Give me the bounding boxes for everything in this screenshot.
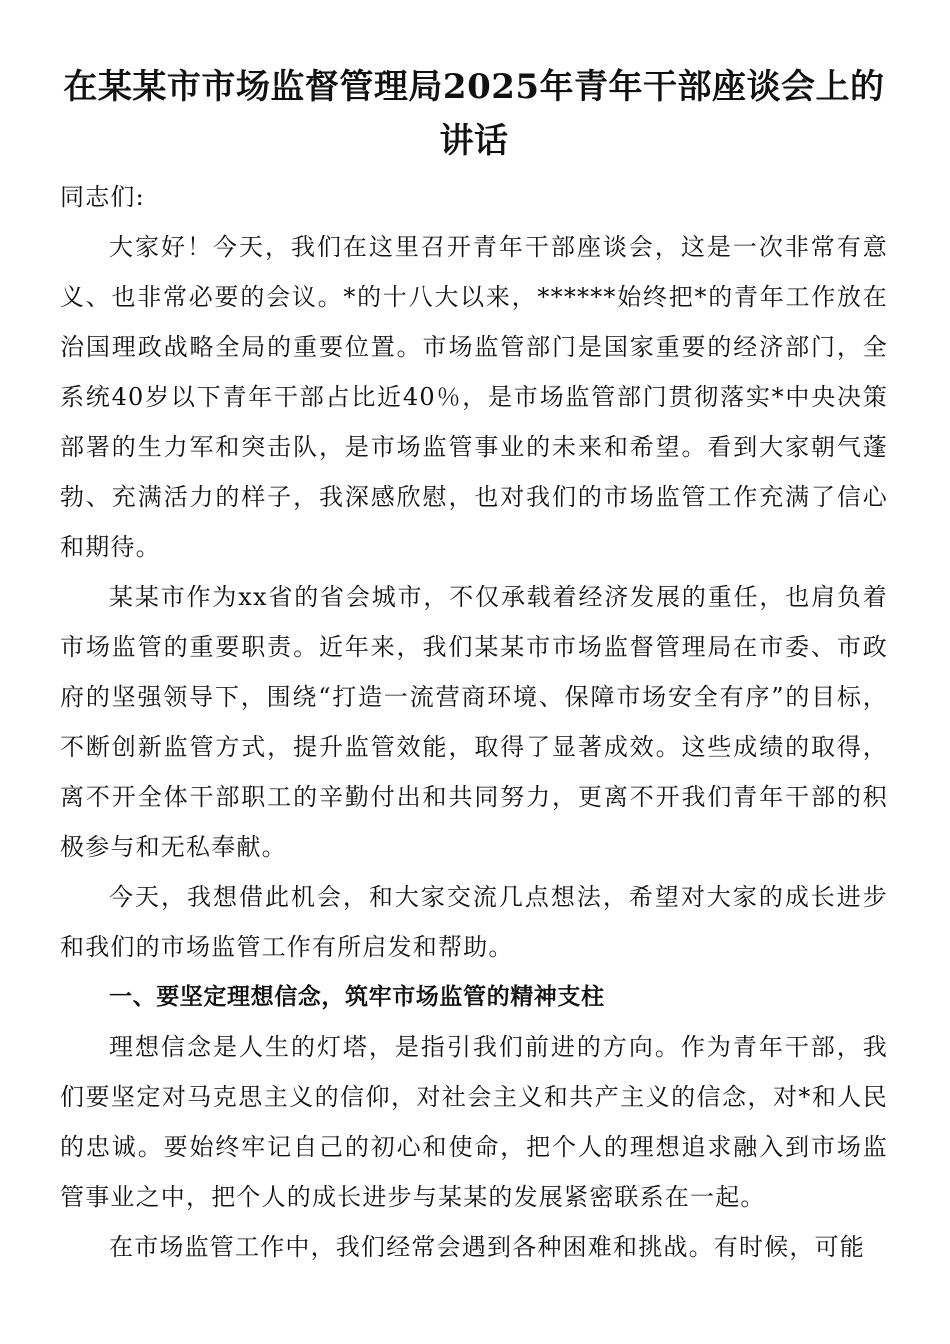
salutation: 同志们: [60, 183, 145, 211]
document-title: 在某某市市场监督管理局2025年青年干部座谈会上的讲话 [63, 67, 885, 161]
paragraph-opening: 大家好！今天，我们在这里召开青年干部座谈会，这是一次非常有意义、也非常必要的会议。*的十八大以来，******始终把*的青年工作放在治国理政战略全局的重要位置。市场监管部门是国家重要的经济部门，全系统40岁以下青年干部占比近40％，是市场监管部门贯彻落实*中央决策部署的生力军和突击队，是市场监管事业的未来和希望。看到大家朝气蓬勃、充满活力的样子，我深感欣慰，也对我们的市场监管工作充满了信心和期待。 [60, 233, 888, 561]
paragraph-city-background: 某某市作为xx省的省会城市，不仅承载着经济发展的重任，也肩负着市场监管的重要职责。近年来，我们某某市市场监督管理局在市委、市政府的坚强领导下，围绕“打造一流营商环境、保障市场安全有序”的目标，不断创新监管方式，提升监管效能，取得了显著成效。这些成绩的取得，离不开全体干部职工的辛勤付出和共同努力，更离不开我们青年干部的积极参与和无私奉献。 [60, 583, 888, 861]
section-heading: 一、要坚定理想信念，筑牢市场监管的精神支柱 [109, 984, 605, 1010]
paragraph-ideals: 理想信念是人生的灯塔，是指引我们前进的方向。作为青年干部，我们要坚定对马克思主义的信仰，对社会主义和共产主义的信念，对*和人民的忠诚。要始终牢记自己的初心和使命，把个人的理想追求融入到市场监管事业之中，把个人的成长进步与某某的发展紧密联系在一起。 [60, 1033, 888, 1211]
paragraph-purpose: 今天，我想借此机会，和大家交流几点想法，希望对大家的成长进步和我们的市场监管工作有所启发和帮助。 [60, 883, 888, 961]
paragraph-challenges: 在市场监管工作中，我们经常会遇到各种困难和挑战。有时候，可能 [109, 1233, 865, 1261]
